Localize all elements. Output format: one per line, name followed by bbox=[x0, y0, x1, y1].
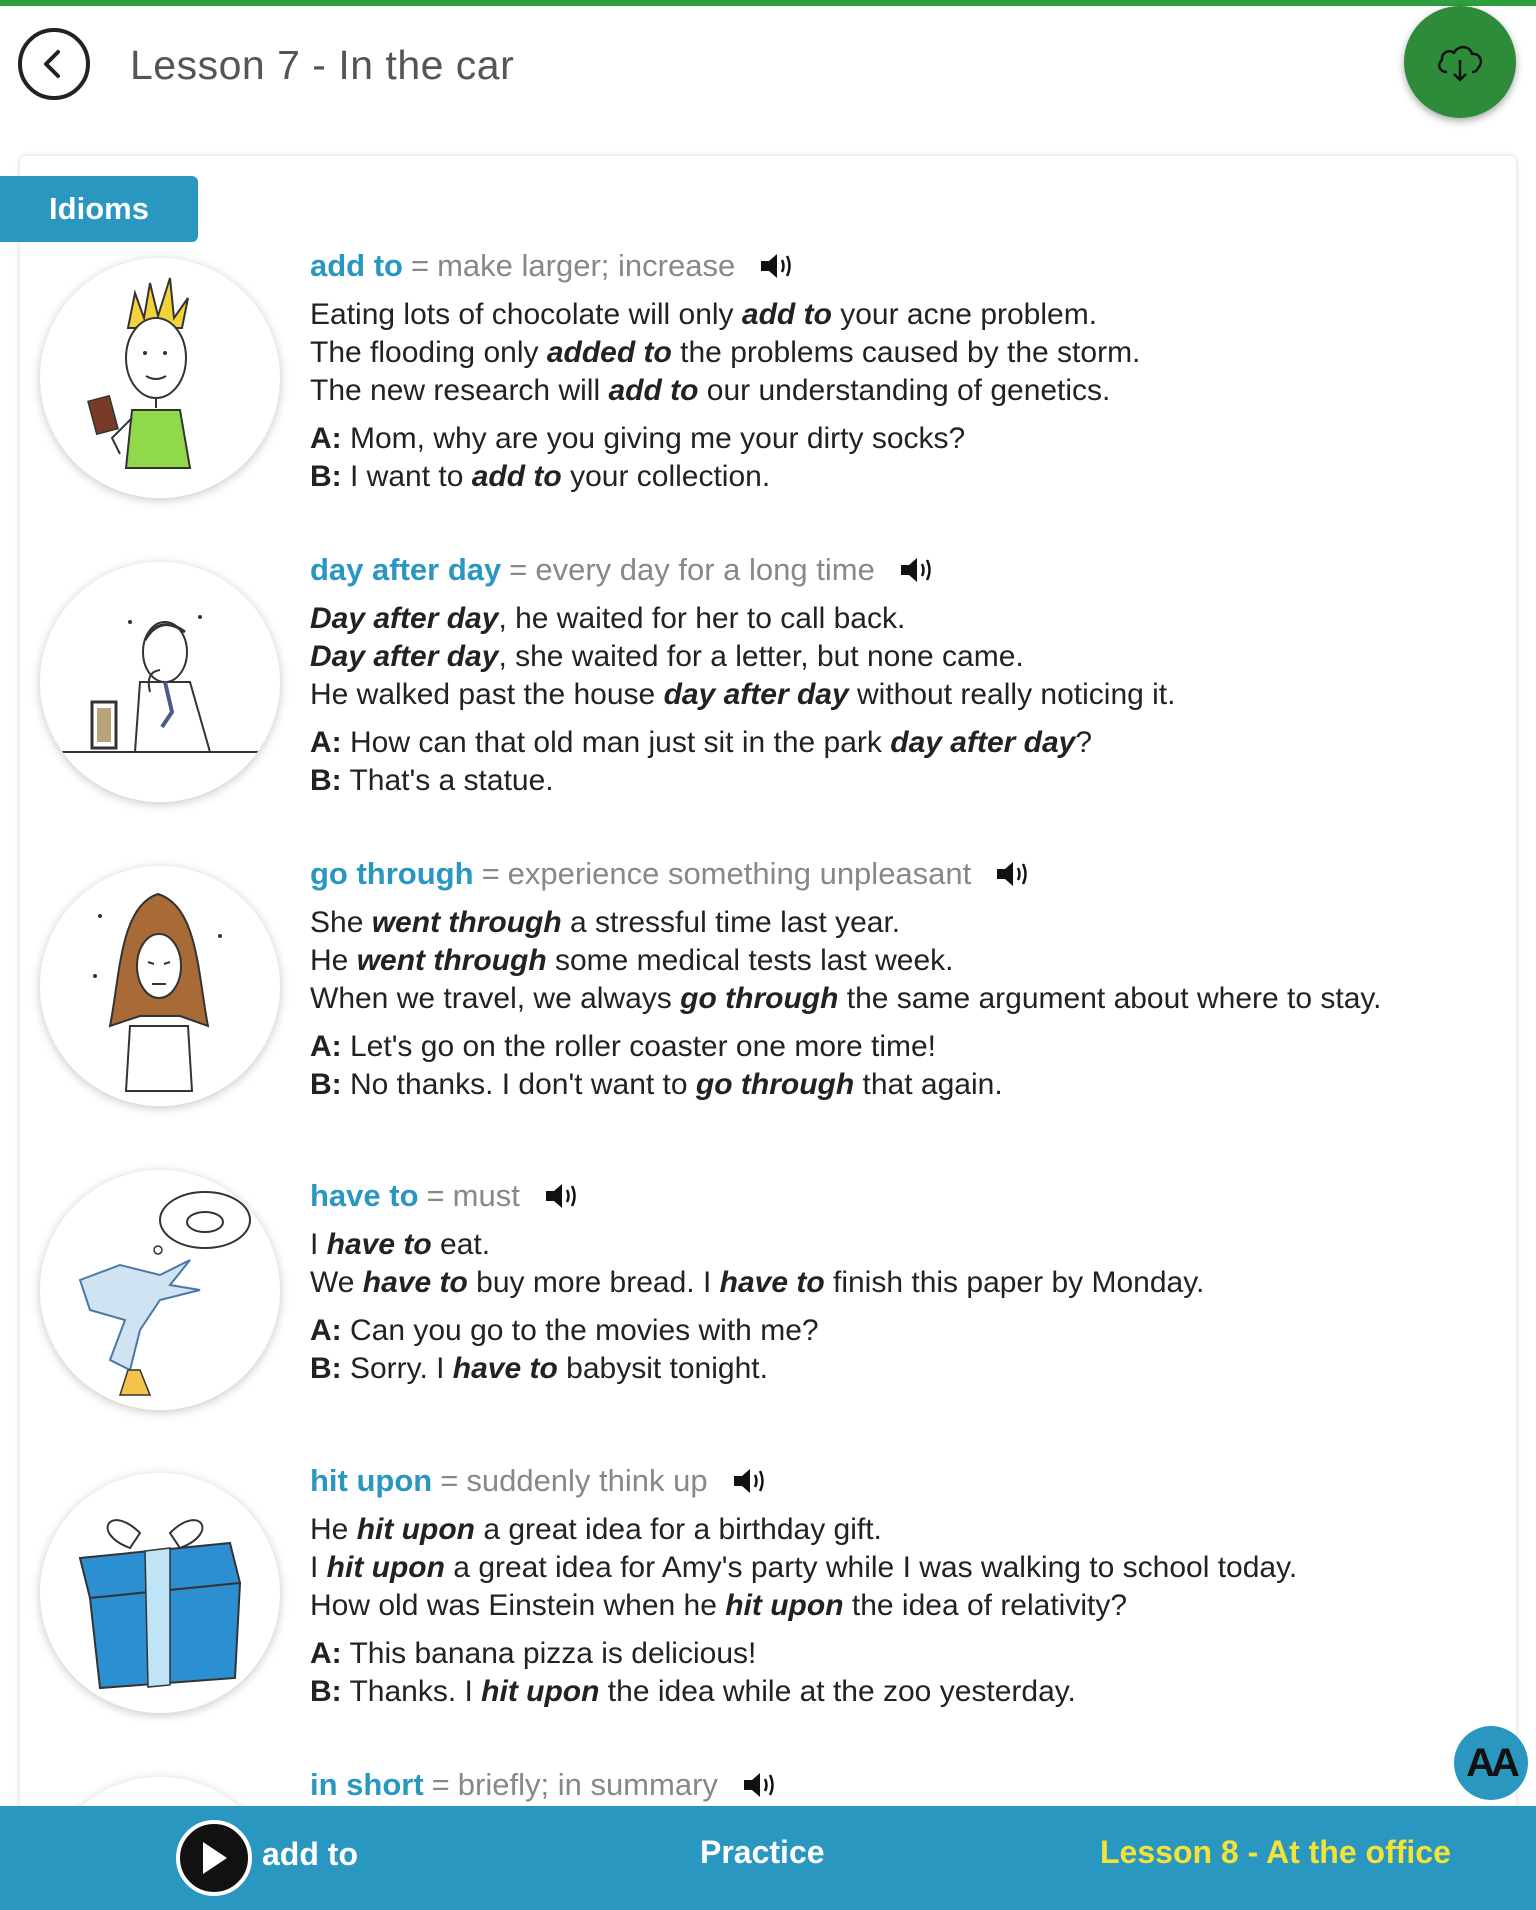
dialog-line: A: Can you go to the movies with me? bbox=[310, 1314, 819, 1347]
example-sentence: When we travel, we always go through the same argument about where to stay. bbox=[310, 982, 1382, 1015]
idiom-illustration bbox=[40, 562, 280, 802]
idiom-term-line bbox=[310, 854, 1033, 894]
example-sentence: The new research will add to our understanding of genetics. bbox=[310, 374, 1111, 407]
equals-sign: = bbox=[481, 856, 500, 891]
boy-chocolate-illustration bbox=[40, 258, 280, 498]
equals-sign: = bbox=[440, 1463, 459, 1498]
example-sentence: He went through some medical tests last week. bbox=[310, 944, 954, 977]
download-button[interactable] bbox=[1404, 6, 1516, 118]
idiom-examples bbox=[310, 1226, 1204, 1302]
equals-sign: = bbox=[509, 552, 528, 587]
idiom-dialog bbox=[310, 724, 1092, 800]
idiom-illustration bbox=[40, 1170, 280, 1410]
idiom-illustration bbox=[40, 258, 280, 498]
chevron-left-icon bbox=[36, 46, 72, 82]
idiom-meaning: briefly; in summary bbox=[457, 1767, 718, 1802]
example-sentence: He walked past the house day after day without really noticing it. bbox=[310, 678, 1176, 711]
dialog-line: A: How can that old man just sit in the park day after day? bbox=[310, 726, 1093, 759]
speaker-icon[interactable] bbox=[993, 859, 1033, 889]
now-playing-label: add to bbox=[262, 1836, 358, 1872]
idiom-term: hit upon bbox=[310, 1463, 433, 1498]
example-sentence: Day after day, she waited for a letter, but none came. bbox=[310, 640, 1024, 673]
idiom-examples bbox=[310, 296, 1140, 410]
idiom-illustration bbox=[40, 1473, 280, 1713]
speaker-icon[interactable] bbox=[757, 251, 797, 281]
idiom-term-line bbox=[310, 246, 797, 286]
woman-stressed-illustration bbox=[40, 866, 280, 1106]
idiom-examples bbox=[310, 600, 1175, 714]
example-sentence: The flooding only added to the problems caused by the storm. bbox=[310, 336, 1141, 369]
header bbox=[0, 6, 1536, 126]
dialog-line: B: Thanks. I hit upon the idea while at the zoo yesterday. bbox=[310, 1675, 1076, 1708]
dialog-line: B: That's a statue. bbox=[310, 764, 554, 797]
idiom-term: go through bbox=[310, 856, 474, 891]
dialog-line: B: Sorry. I have to babysit tonight. bbox=[310, 1352, 768, 1385]
idiom-dialog bbox=[310, 1028, 1003, 1104]
equals-sign: = bbox=[431, 1767, 450, 1802]
play-button[interactable] bbox=[176, 1820, 252, 1896]
cloud-download-icon bbox=[1433, 40, 1487, 84]
practice-button[interactable]: Practice bbox=[700, 1834, 825, 1870]
example-sentence: Eating lots of chocolate will only add to your acne problem. bbox=[310, 298, 1098, 331]
equals-sign: = bbox=[426, 1178, 445, 1213]
example-sentence: He hit upon a great idea for a birthday gift. bbox=[310, 1513, 882, 1546]
idiom-meaning: suddenly think up bbox=[466, 1463, 708, 1498]
dialog-line: A: Let's go on the roller coaster one more time! bbox=[310, 1030, 937, 1063]
idiom-term-line bbox=[310, 1765, 780, 1805]
play-icon bbox=[197, 1839, 231, 1877]
dialog-line: A: Mom, why are you giving me your dirty socks? bbox=[310, 422, 966, 455]
idiom-dialog bbox=[310, 420, 965, 496]
idiom-meaning: every day for a long time bbox=[535, 552, 875, 587]
back-button[interactable] bbox=[18, 28, 90, 100]
dialog-line: B: No thanks. I don't want to go through that again. bbox=[310, 1068, 1003, 1101]
equals-sign: = bbox=[411, 248, 430, 283]
example-sentence: I hit upon a great idea for Amy's party while I was walking to school today. bbox=[310, 1551, 1298, 1584]
idiom-term-line bbox=[310, 1461, 770, 1501]
idiom-term-line bbox=[310, 1176, 582, 1216]
next-lesson-link[interactable]: Lesson 8 - At the office bbox=[1100, 1834, 1451, 1870]
example-sentence: We have to buy more bread. I have to finish this paper by Monday. bbox=[310, 1266, 1205, 1299]
example-sentence: She went through a stressful time last year. bbox=[310, 906, 901, 939]
idiom-meaning: experience something unpleasant bbox=[507, 856, 972, 891]
font-size-button[interactable]: AA bbox=[1454, 1726, 1528, 1800]
idiom-examples bbox=[310, 1511, 1297, 1625]
speaker-icon[interactable] bbox=[897, 555, 937, 585]
dialog-line: B: I want to add to your collection. bbox=[310, 460, 771, 493]
speaker-icon[interactable] bbox=[740, 1770, 780, 1800]
example-sentence: Day after day, he waited for her to call back. bbox=[310, 602, 906, 635]
man-waiting-illustration bbox=[40, 562, 280, 802]
idiom-meaning: make larger; increase bbox=[437, 248, 736, 283]
idiom-term-line bbox=[310, 550, 937, 590]
dialog-line: A: This banana pizza is delicious! bbox=[310, 1637, 757, 1670]
dragon-illustration bbox=[40, 1170, 280, 1410]
gift-box-illustration bbox=[40, 1473, 280, 1713]
speaker-icon[interactable] bbox=[542, 1181, 582, 1211]
idiom-examples bbox=[310, 904, 1382, 1018]
idiom-term: day after day bbox=[310, 552, 502, 587]
page-title: Lesson 7 - In the car bbox=[130, 42, 515, 88]
example-sentence: I have to eat. bbox=[310, 1228, 491, 1261]
example-sentence: How old was Einstein when he hit upon the idea of relativity? bbox=[310, 1589, 1128, 1622]
speaker-icon[interactable] bbox=[730, 1466, 770, 1496]
idiom-term: have to bbox=[310, 1178, 419, 1213]
idiom-illustration bbox=[40, 866, 280, 1106]
idiom-dialog bbox=[310, 1635, 1076, 1711]
idiom-meaning: must bbox=[452, 1178, 520, 1213]
idiom-term: in short bbox=[310, 1767, 424, 1802]
idiom-dialog bbox=[310, 1312, 819, 1388]
idiom-term: add to bbox=[310, 248, 403, 283]
bottom-bar bbox=[0, 1806, 1536, 1910]
section-tab-idioms: Idioms bbox=[0, 176, 198, 242]
